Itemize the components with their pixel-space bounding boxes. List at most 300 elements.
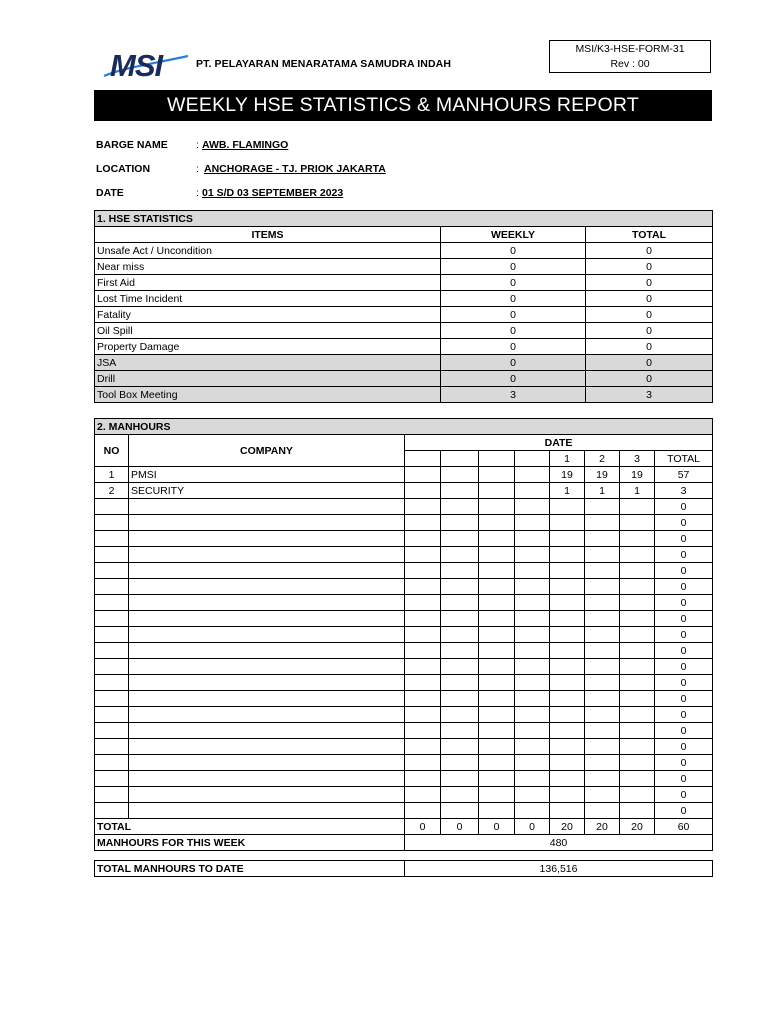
- revision: Rev : 00: [610, 58, 650, 70]
- manhours-date-value: [620, 803, 655, 819]
- manhours-total-value: 20: [620, 819, 655, 835]
- manhours-date-value: [515, 595, 550, 611]
- manhours-date-value: [441, 515, 479, 531]
- manhours-date-value: [620, 579, 655, 595]
- manhours-date-value: [515, 659, 550, 675]
- location-colon: :: [196, 163, 199, 175]
- hse-total: 0: [586, 243, 713, 259]
- manhours-total-value: 0: [479, 819, 515, 835]
- manhours-no: [95, 787, 129, 803]
- manhours-date-value: [479, 659, 515, 675]
- date-total-header: TOTAL: [655, 451, 713, 467]
- manhours-row: [95, 675, 713, 691]
- manhours-company: [129, 739, 405, 755]
- manhours-date-value: [550, 611, 585, 627]
- barge-name-label: BARGE NAME: [96, 139, 168, 151]
- manhours-date-value: 19: [550, 467, 585, 483]
- manhours-date-value: [515, 627, 550, 643]
- manhours-date-value: [515, 643, 550, 659]
- date-col-header: [441, 451, 479, 467]
- hse-item: Fatality: [95, 307, 441, 323]
- report-title: WEEKLY HSE STATISTICS & MANHOURS REPORT: [94, 90, 712, 121]
- manhours-date-value: [405, 467, 441, 483]
- hse-total: 0: [586, 323, 713, 339]
- manhours-date-value: [515, 467, 550, 483]
- logo-text: MSI: [110, 48, 163, 80]
- manhours-date-value: [441, 755, 479, 771]
- manhours-row-total: 0: [655, 675, 713, 691]
- manhours-row-total: 0: [655, 499, 713, 515]
- manhours-date-value: [585, 611, 620, 627]
- manhours-date-value: [620, 563, 655, 579]
- manhours-row: [95, 595, 713, 611]
- form-code-box: [549, 40, 711, 73]
- manhours-date-value: [441, 611, 479, 627]
- barge-name-colon: :: [196, 139, 199, 151]
- manhours-date-value: [515, 675, 550, 691]
- manhours-date-value: [479, 467, 515, 483]
- hse-row: [95, 339, 713, 355]
- manhours-row-total: 0: [655, 771, 713, 787]
- manhours-company: [129, 579, 405, 595]
- manhours-date-value: [515, 515, 550, 531]
- manhours-no: [95, 611, 129, 627]
- manhours-date-value: [620, 787, 655, 803]
- manhours-date-value: [441, 803, 479, 819]
- manhours-date-value: [441, 467, 479, 483]
- manhours-date-value: [441, 627, 479, 643]
- manhours-row-total: 0: [655, 707, 713, 723]
- manhours-row-total: 0: [655, 787, 713, 803]
- manhours-date-value: [620, 515, 655, 531]
- todate-summary-value: 136,516: [405, 861, 713, 877]
- manhours-date-value: [620, 643, 655, 659]
- manhours-date-value: [479, 515, 515, 531]
- manhours-row: [95, 611, 713, 627]
- manhours-row: [95, 771, 713, 787]
- manhours-date-value: [585, 499, 620, 515]
- manhours-date-value: [405, 691, 441, 707]
- barge-name-value: AWB. FLAMINGO: [202, 139, 289, 151]
- hse-weekly: 0: [441, 307, 586, 323]
- manhours-date-value: [515, 755, 550, 771]
- manhours-date-value: [441, 499, 479, 515]
- manhours-row-total: 0: [655, 515, 713, 531]
- date-col-header: 1: [550, 451, 585, 467]
- manhours-company: [129, 515, 405, 531]
- manhours-company: [129, 723, 405, 739]
- manhours-row-total: 0: [655, 723, 713, 739]
- hse-item: Lost Time Incident: [95, 291, 441, 307]
- manhours-date-value: [550, 691, 585, 707]
- manhours-date-value: [441, 707, 479, 723]
- manhours-row: [95, 483, 713, 499]
- manhours-date-value: [585, 787, 620, 803]
- manhours-date-value: [479, 499, 515, 515]
- manhours-date-value: [585, 547, 620, 563]
- manhours-date-value: [441, 579, 479, 595]
- manhours-date-value: [441, 531, 479, 547]
- hse-item: First Aid: [95, 275, 441, 291]
- manhours-date-value: [479, 675, 515, 691]
- manhours-row: [95, 707, 713, 723]
- manhours-row: [95, 579, 713, 595]
- manhours-company: [129, 563, 405, 579]
- manhours-date-value: [585, 675, 620, 691]
- manhours-no: [95, 771, 129, 787]
- manhours-date-value: [550, 563, 585, 579]
- hse-row: [95, 259, 713, 275]
- manhours-date-value: [479, 803, 515, 819]
- msi-logo: [102, 46, 190, 80]
- manhours-date-value: [515, 531, 550, 547]
- manhours-date-value: [405, 659, 441, 675]
- manhours-date-value: [441, 563, 479, 579]
- manhours-row-total: 0: [655, 803, 713, 819]
- manhours-row-total: 0: [655, 579, 713, 595]
- hse-total: 0: [586, 259, 713, 275]
- manhours-row: [95, 467, 713, 483]
- hse-section-header: [95, 211, 713, 227]
- manhours-date-value: [585, 643, 620, 659]
- manhours-row-total: 0: [655, 595, 713, 611]
- manhours-date-value: [585, 691, 620, 707]
- manhours-date-value: [620, 691, 655, 707]
- hse-total: 0: [586, 371, 713, 387]
- manhours-date-value: [515, 563, 550, 579]
- manhours-company: [129, 707, 405, 723]
- todate-summary-row: [95, 861, 713, 877]
- manhours-row-total: 0: [655, 563, 713, 579]
- manhours-date-value: [441, 595, 479, 611]
- hse-weekly: 0: [441, 259, 586, 275]
- col-company: COMPANY: [129, 435, 405, 467]
- manhours-date-value: [585, 595, 620, 611]
- manhours-date-value: [441, 771, 479, 787]
- manhours-row: [95, 803, 713, 819]
- manhours-no: [95, 723, 129, 739]
- hse-weekly: 3: [441, 387, 586, 403]
- week-summary-label: MANHOURS FOR THIS WEEK: [95, 835, 405, 851]
- manhours-date-value: [620, 771, 655, 787]
- hse-total: 0: [586, 339, 713, 355]
- manhours-no: [95, 659, 129, 675]
- manhours-date-value: [585, 771, 620, 787]
- manhours-company: [129, 803, 405, 819]
- manhours-date-value: [585, 659, 620, 675]
- manhours-total-value: 0: [515, 819, 550, 835]
- manhours-date-value: [405, 803, 441, 819]
- manhours-date-value: [585, 803, 620, 819]
- manhours-date-value: [550, 499, 585, 515]
- manhours-row: [95, 547, 713, 563]
- manhours-date-value: [550, 531, 585, 547]
- manhours-date-value: [405, 723, 441, 739]
- manhours-date-value: 1: [620, 483, 655, 499]
- manhours-row: [95, 643, 713, 659]
- manhours-date-value: [479, 787, 515, 803]
- manhours-no: [95, 691, 129, 707]
- manhours-date-value: [405, 787, 441, 803]
- manhours-date-value: [550, 739, 585, 755]
- hse-total: 0: [586, 307, 713, 323]
- manhours-no: 1: [95, 467, 129, 483]
- manhours-date-value: [620, 595, 655, 611]
- manhours-date-value: [585, 723, 620, 739]
- location-label: LOCATION: [96, 163, 151, 175]
- manhours-date-value: [515, 547, 550, 563]
- manhours-no: [95, 563, 129, 579]
- manhours-date-value: [620, 611, 655, 627]
- col-total: TOTAL: [586, 227, 713, 243]
- col-weekly: WEEKLY: [441, 227, 586, 243]
- manhours-date-value: [585, 707, 620, 723]
- hse-row: [95, 275, 713, 291]
- manhours-date-value: [479, 739, 515, 755]
- manhours-date-value: [479, 595, 515, 611]
- manhours-row-total: 0: [655, 531, 713, 547]
- manhours-date-value: [441, 483, 479, 499]
- manhours-company: [129, 547, 405, 563]
- manhours-date-value: [441, 739, 479, 755]
- manhours-date-value: [550, 659, 585, 675]
- manhours-total-value: 20: [550, 819, 585, 835]
- col-no: NO: [95, 435, 129, 467]
- manhours-company: [129, 643, 405, 659]
- date-label: DATE: [96, 187, 124, 199]
- manhours-date-value: [620, 739, 655, 755]
- manhours-company: [129, 499, 405, 515]
- manhours-company: [129, 755, 405, 771]
- manhours-date-value: [550, 627, 585, 643]
- hse-total: 3: [586, 387, 713, 403]
- manhours-date-value: [620, 675, 655, 691]
- manhours-row: [95, 755, 713, 771]
- manhours-no: [95, 803, 129, 819]
- manhours-no: [95, 499, 129, 515]
- manhours-date-value: [550, 595, 585, 611]
- manhours-date-value: [585, 755, 620, 771]
- hse-row: [95, 291, 713, 307]
- date-col-header: [479, 451, 515, 467]
- manhours-date-value: [515, 707, 550, 723]
- manhours-date-value: [405, 483, 441, 499]
- date-colon: :: [196, 187, 199, 199]
- manhours-row-total: 0: [655, 691, 713, 707]
- manhours-row-total: 0: [655, 659, 713, 675]
- hse-row: [95, 243, 713, 259]
- manhours-no: [95, 755, 129, 771]
- hse-row: [95, 307, 713, 323]
- hse-total: 0: [586, 275, 713, 291]
- manhours-date-value: [441, 547, 479, 563]
- manhours-date-value: [405, 771, 441, 787]
- manhours-date-value: [441, 675, 479, 691]
- hse-total: 0: [586, 291, 713, 307]
- hse-item: Drill: [95, 371, 441, 387]
- manhours-date-value: [405, 547, 441, 563]
- manhours-date-value: [620, 627, 655, 643]
- hse-row: [95, 323, 713, 339]
- hse-item: Near miss: [95, 259, 441, 275]
- manhours-date-value: [515, 499, 550, 515]
- manhours-date-value: [550, 515, 585, 531]
- manhours-no: [95, 707, 129, 723]
- manhours-date-value: [550, 675, 585, 691]
- manhours-date-value: [441, 723, 479, 739]
- manhours-date-value: [515, 611, 550, 627]
- manhours-date-value: [585, 531, 620, 547]
- manhours-date-value: 19: [585, 467, 620, 483]
- hse-weekly: 0: [441, 371, 586, 387]
- manhours-company: SECURITY: [129, 483, 405, 499]
- manhours-date-value: [479, 579, 515, 595]
- manhours-date-value: [550, 755, 585, 771]
- manhours-date-value: [405, 707, 441, 723]
- manhours-date-value: [585, 579, 620, 595]
- manhours-date-value: [515, 579, 550, 595]
- manhours-date-value: 1: [550, 483, 585, 499]
- manhours-date-value: [479, 707, 515, 723]
- manhours-date-value: 19: [620, 467, 655, 483]
- manhours-no: [95, 739, 129, 755]
- manhours-date-value: [550, 771, 585, 787]
- manhours-date-value: [620, 707, 655, 723]
- manhours-date-value: [550, 643, 585, 659]
- manhours-row: [95, 515, 713, 531]
- todate-summary-label: TOTAL MANHOURS TO DATE: [95, 861, 405, 877]
- col-items: ITEMS: [95, 227, 441, 243]
- manhours-date-value: [405, 515, 441, 531]
- form-code: MSI/K3-HSE-FORM-31: [575, 43, 685, 55]
- manhours-grand-total: 60: [655, 819, 713, 835]
- manhours-row: [95, 691, 713, 707]
- manhours-no: [95, 595, 129, 611]
- manhours-date-value: [550, 579, 585, 595]
- manhours-date-value: [405, 739, 441, 755]
- manhours-date-value: [515, 691, 550, 707]
- hse-column-headers: [95, 227, 713, 243]
- manhours-date-value: [479, 563, 515, 579]
- manhours-company: PMSI: [129, 467, 405, 483]
- manhours-date-value: [585, 563, 620, 579]
- manhours-date-value: [405, 563, 441, 579]
- hse-weekly: 0: [441, 355, 586, 371]
- manhours-date-value: [620, 723, 655, 739]
- manhours-date-value: [550, 723, 585, 739]
- week-summary-value: 480: [405, 835, 713, 851]
- manhours-date-value: [585, 627, 620, 643]
- manhours-row: [95, 531, 713, 547]
- manhours-row-total: 0: [655, 739, 713, 755]
- manhours-no: [95, 675, 129, 691]
- hse-item: Unsafe Act / Uncondition: [95, 243, 441, 259]
- manhours-date-value: [405, 643, 441, 659]
- manhours-header-row-1: [95, 435, 713, 451]
- manhours-row-total: 0: [655, 627, 713, 643]
- date-col-header: 2: [585, 451, 620, 467]
- manhours-section-title: 2. MANHOURS: [95, 419, 713, 435]
- manhours-date-value: [550, 707, 585, 723]
- manhours-company: [129, 611, 405, 627]
- date-col-header: 3: [620, 451, 655, 467]
- hse-row: [95, 387, 713, 403]
- manhours-no: [95, 547, 129, 563]
- manhours-no: [95, 643, 129, 659]
- manhours-row-total: 0: [655, 611, 713, 627]
- manhours-row: [95, 787, 713, 803]
- manhours-date-value: 1: [585, 483, 620, 499]
- manhours-date-value: [441, 643, 479, 659]
- manhours-date-value: [479, 611, 515, 627]
- manhours-section-header: [95, 419, 713, 435]
- manhours-date-value: [515, 723, 550, 739]
- hse-section-title: 1. HSE STATISTICS: [95, 211, 713, 227]
- manhours-date-value: [515, 739, 550, 755]
- manhours-date-value: [441, 659, 479, 675]
- hse-item: Tool Box Meeting: [95, 387, 441, 403]
- week-summary-row: [95, 835, 713, 851]
- manhours-row-total: 0: [655, 547, 713, 563]
- date-col-header: [515, 451, 550, 467]
- hse-weekly: 0: [441, 243, 586, 259]
- manhours-date-value: [585, 515, 620, 531]
- manhours-total-value: 0: [441, 819, 479, 835]
- manhours-date-value: [479, 723, 515, 739]
- manhours-row-total: 57: [655, 467, 713, 483]
- manhours-company: [129, 691, 405, 707]
- manhours-total-label: TOTAL: [95, 819, 405, 835]
- manhours-company: [129, 595, 405, 611]
- manhours-date-value: [405, 611, 441, 627]
- manhours-date-value: [405, 755, 441, 771]
- manhours-date-value: [479, 691, 515, 707]
- manhours-date-value: [620, 547, 655, 563]
- manhours-date-value: [405, 627, 441, 643]
- manhours-row: [95, 659, 713, 675]
- manhours-date-value: [479, 547, 515, 563]
- manhours-date-value: [405, 595, 441, 611]
- manhours-company: [129, 627, 405, 643]
- hse-weekly: 0: [441, 275, 586, 291]
- manhours-date-value: [620, 659, 655, 675]
- manhours-company: [129, 659, 405, 675]
- manhours-date-value: [515, 787, 550, 803]
- manhours-row: [95, 563, 713, 579]
- date-col-header: [405, 451, 441, 467]
- manhours-date-value: [405, 499, 441, 515]
- manhours-date-value: [515, 483, 550, 499]
- manhours-no: [95, 627, 129, 643]
- manhours-row: [95, 723, 713, 739]
- manhours-row: [95, 499, 713, 515]
- manhours-date-value: [620, 531, 655, 547]
- manhours-row-total: 0: [655, 643, 713, 659]
- manhours-date-value: [515, 771, 550, 787]
- manhours-date-value: [405, 579, 441, 595]
- hse-row: [95, 371, 713, 387]
- manhours-date-value: [620, 755, 655, 771]
- manhours-date-value: [405, 531, 441, 547]
- hse-weekly: 0: [441, 339, 586, 355]
- manhours-no: [95, 579, 129, 595]
- manhours-date-value: [550, 547, 585, 563]
- company-name: PT. PELAYARAN MENARATAMA SAMUDRA INDAH: [196, 58, 452, 70]
- manhours-date-value: [550, 803, 585, 819]
- manhours-body: [95, 467, 713, 819]
- week-summary-table: [94, 834, 713, 851]
- manhours-row: [95, 627, 713, 643]
